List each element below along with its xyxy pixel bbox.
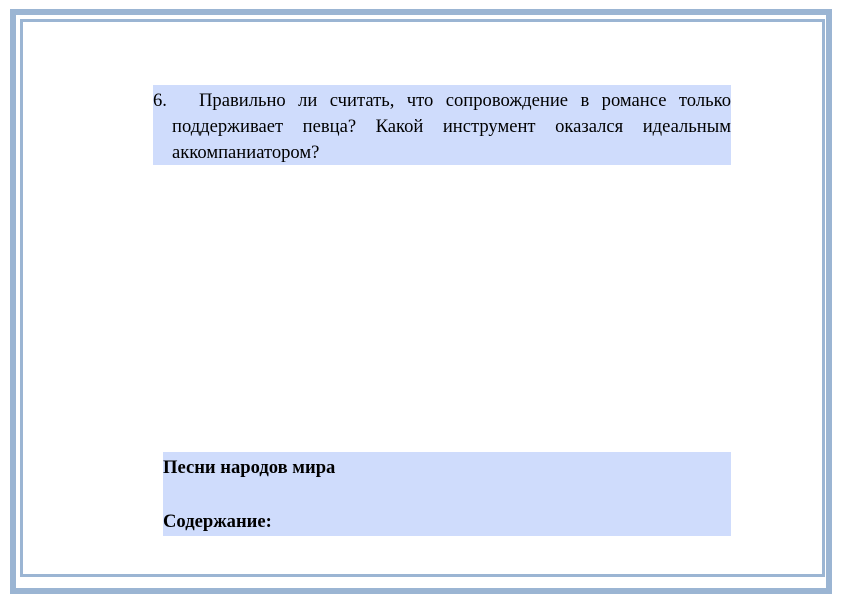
question-text: Правильно ли считать, что сопровождение в романсе только поддерживает певца? Какой инструмент оказался идеальным аккомпаниатором? xyxy=(172,90,731,163)
contents-title: Песни народов мира xyxy=(163,457,336,478)
question-paragraph xyxy=(153,88,731,166)
question-block xyxy=(153,85,731,165)
question-number: 6. xyxy=(153,90,167,111)
contents-block xyxy=(163,452,731,536)
contents-subtitle: Содержание: xyxy=(163,511,272,532)
